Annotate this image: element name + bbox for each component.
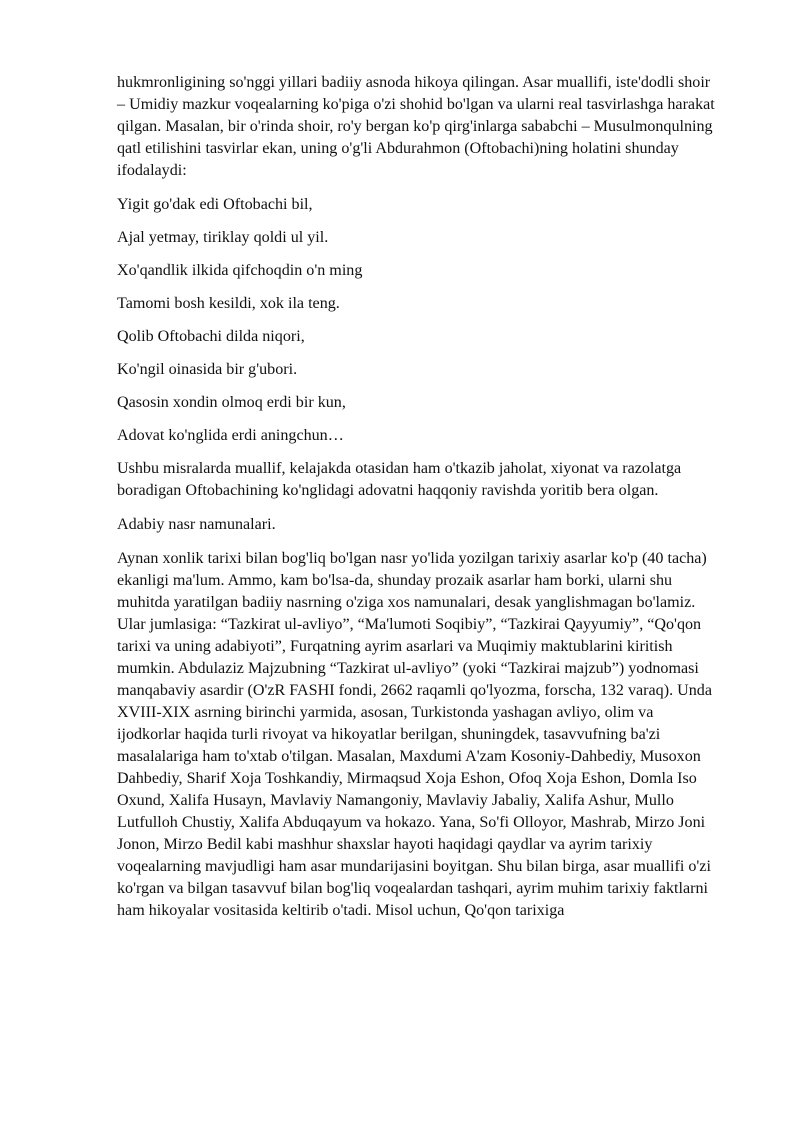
document-page [117, 72, 717, 934]
verse-line: Yigit go'dak edi Oftobachi bil, [117, 196, 313, 213]
verse-line: Tamomi bosh kesildi, xok ila teng. [117, 295, 340, 312]
poem-excerpt [117, 194, 717, 447]
main-paragraph: Aynan xonlik tarixi bilan bog'liq bo'lgan nasr yo'lida yozilgan tarixiy asarlar ko'p (40 tacha) ekanligi ma'lum. Ammo, kam bo'lsa-da, shunday prozaik asarlar ham borki, ularni shu muhitda yaratilgan badiiy nasrning o'ziga xos namunalari, desak yanglishmagan bo'lamiz. Ular jumlasiga: “Tazkirat ul-avliyo”, “Ma'lumoti Soqibiy”, “Tazkirai Qayyumiy”, “Qo'qon tarixi va uning adabiyoti”, Furqatning ayrim asarlari va Muqimiy maktublarini kiritish mumkin. Abdulaziz Majzubning “Tazkirat ul-avliyo” (yoki “Tazkirai majzub”) yodnomasi manqabaviy asardir (O'zR FASHI fondi, 2662 raqamli qo'lyozma, forscha, 132 varaq). Unda XVIII-XIX asrning birinchi yarmida, asosan, Turkistonda yashagan avliyo, olim va ijodkorlar haqida turli rivoyat va hikoyatlar berilgan, shuningdek, tasavvufning ba'zi masalalariga ham to'xtab o'tilgan. Masalan, Maxdumi A'zam Kosoniy-Dahbediy, Musoxon Dahbediy, Sharif Xoja Toshkandiy, Mirmaqsud Xoja Eshon, Ofoq Xoja Eshon, Domla Iso Oxund, Xalifa Husayn, Mavlaviy Namangoniy, Mavlaviy Jabaliy, Xalifa Ashur, Mullo Lutfulloh Chustiy, Xalifa Abduqayum va hokazo. Yana, So'fi Olloyor, Mashrab, Mirzo Joni Jonon, Mirzo Bedil kabi mashhur shaxslar hayoti haqidagi qaydlar va ayrim tarixiy voqealarning mavjudligi ham asar mundarijasini boyitgan. Shu bilan birga, asar muallifi o'zi ko'rgan va bilgan tasavvuf bilan bog'liq voqealardan tashqari, ayrim muhim tarixiy faktlarni ham hikoyalar vositasida keltirib o'tadi. Misol uchun, Qo'qon tarixiga [117, 550, 712, 919]
verse-line: Ajal yetmay, tiriklay qoldi ul yil. [117, 229, 329, 246]
verse-line: Qasosin xondin olmoq erdi bir kun, [117, 394, 346, 411]
verse-line: Adovat ko'nglida erdi aningchun… [117, 427, 344, 444]
commentary-paragraph: Ushbu misralarda muallif, kelajakda otasidan ham o'tkazib jaholat, xiyonat va razolatga boradigan Oftobachining ko'nglidagi adovatni haqqoniy ravishda yoritib bera olgan. [117, 460, 682, 499]
verse-line: Ko'ngil oinasida bir g'ubori. [117, 361, 298, 378]
intro-paragraph: hukmronligining so'nggi yillari badiiy asnoda hikoya qilingan. Asar muallifi, iste'dodli shoir – Umidiy mazkur voqealarning ko'piga o'zi shohid bo'lgan va ularni real tasvirlashga harakat qilgan. Masalan, bir o'rinda shoir, ro'y bergan ko'p qirg'inlarga sababchi – Musulmonqulning qatl etilishini tasvirlar ekan, uning o'g'li Abdurahmon (Oftobachi)ning holatini shunday ifodalaydi: [117, 74, 715, 179]
verse-line: Xo'qandlik ilkida qifchoqdin o'n ming [117, 262, 363, 279]
section-heading: Adabiy nasr namunalari. [117, 516, 276, 533]
verse-line: Qolib Oftobachi dilda niqori, [117, 328, 305, 345]
